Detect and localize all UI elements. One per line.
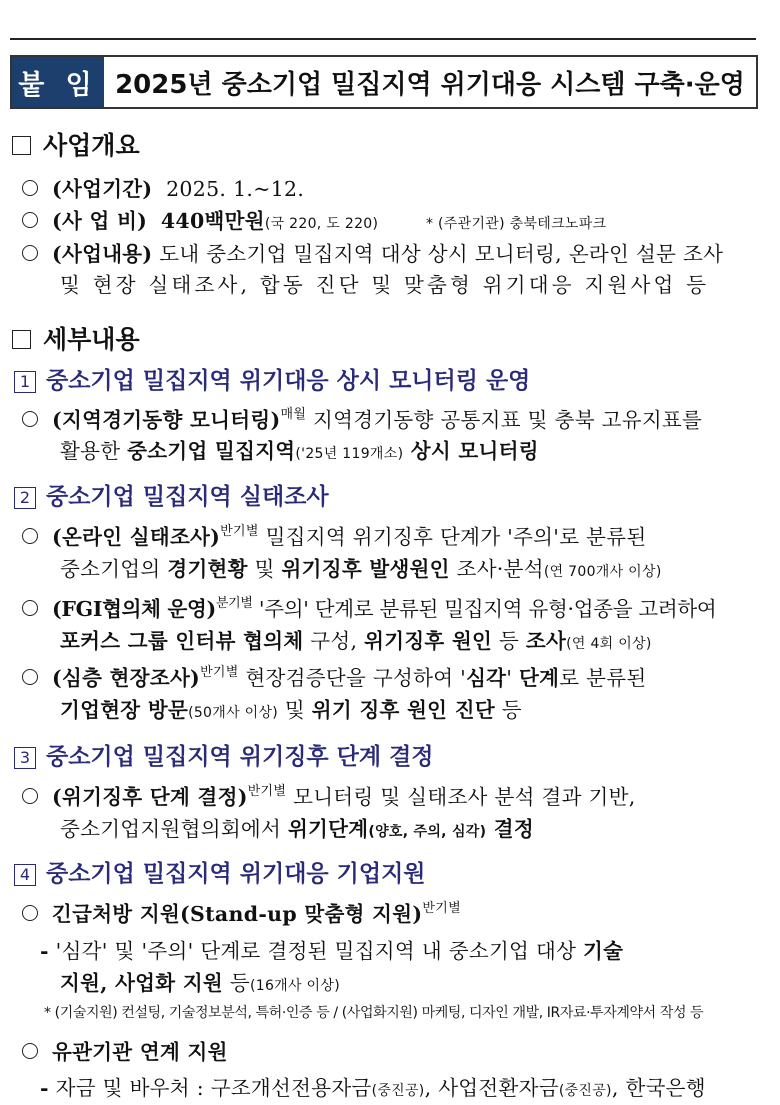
section-4-item-a-sub-line2: 지원, 사업화 지원 등(16개사 이상) — [60, 971, 340, 995]
overview-content-line2: 및 현장 실태조사, 합동 진단 및 맞춤형 위기대응 지원사업 등 — [60, 273, 710, 297]
section-2-item-b-line1: (FGI협의체 운영)$^{분기별}$ '주의' 단계로 분류된 밀집지역 유형·업종을 고려하여 — [22, 592, 716, 622]
bullet-circle-icon — [22, 1043, 38, 1059]
bullet-circle-icon — [22, 788, 38, 804]
details-heading: 세부내용 — [12, 320, 140, 356]
section-4-item-b: 유관기관 연계 지원 — [22, 1035, 228, 1065]
section-2-title: 2 중소기업 밀집지역 실태조사 — [14, 478, 329, 511]
section-number: 3 — [14, 747, 36, 769]
overview-period: (사업기간) 2025. 1.~12. — [22, 172, 304, 202]
bullet-circle-icon — [22, 600, 38, 616]
title-bar — [10, 55, 758, 109]
overview-budget: (사 업 비) 440백만원(국 220, 도 220) * (주관기관) 충북테크노파크 — [22, 204, 606, 234]
section-2-item-a-line2: 중소기업의 경기현황 및 위기징후 발생원인 조사·분석(연 700개사 이상) — [60, 557, 662, 581]
top-rule — [10, 38, 756, 40]
section-2-item-c-line1: (심층 현장조사)$^{반기별}$ 현장검증단을 구성하여 '심각' 단계로 분류된 — [22, 661, 647, 691]
section-4-title: 4 중소기업 밀집지역 위기대응 기업지원 — [14, 855, 426, 888]
checkbox-square-icon — [12, 330, 31, 349]
attachment-badge: 붙 임 — [12, 57, 104, 107]
section-3-item-line1: (위기징후 단계 결정)$^{반기별}$ 모니터링 및 실태조사 분석 결과 기반, — [22, 780, 636, 810]
checkbox-square-icon — [12, 136, 31, 155]
section-4-item-a: 긴급처방 지원(Stand-up 맞춤형 지원)$^{반기별}$ — [22, 897, 461, 927]
section-2-item-a-line1: (온라인 실태조사)$^{반기별}$ 밀집지역 위기징후 단계가 '주의'로 분류된 — [22, 520, 646, 550]
section-4-item-a-sub-line1: - '심각' 및 '주의' 단계로 결정된 밀집지역 내 중소기업 대상 기술 — [40, 939, 624, 963]
section-1-title: 1 중소기업 밀집지역 위기대응 상시 모니터링 운영 — [14, 362, 530, 395]
bullet-circle-icon — [22, 528, 38, 544]
section-number: 4 — [14, 864, 36, 886]
overview-heading: 사업개요 — [12, 126, 140, 162]
bullet-circle-icon — [22, 212, 38, 228]
section-3-item-line2: 중소기업지원협의회에서 위기단계(양호, 주의, 심각) 결정 — [60, 817, 534, 841]
section-number: 1 — [14, 371, 36, 393]
section-2-item-c-line2: 기업현장 방문(50개사 이상) 및 위기 징후 원인 진단 등 — [60, 698, 522, 722]
overview-content-line1: (사업내용) 도내 중소기업 밀집지역 대상 상시 모니터링, 온라인 설문 조사 — [22, 237, 723, 267]
document-title: 2025년 중소기업 밀집지역 위기대응 시스템 구축·운영 — [115, 69, 745, 100]
section-1-item-line1: (지역경기동향 모니터링)$^{매월}$ 지역경기동향 공통지표 및 충북 고유지표를 — [22, 403, 702, 433]
bullet-circle-icon — [22, 245, 38, 261]
section-4-item-b-sub: - 자금 및 바우처 : 구조개선전용자금(중진공), 사업전환자금(중진공), 한국은행 — [40, 1076, 706, 1100]
section-number: 2 — [14, 487, 36, 509]
bullet-circle-icon — [22, 411, 38, 427]
section-2-item-b-line2: 포커스 그룹 인터뷰 협의체 구성, 위기징후 원인 등 조사(연 4회 이상) — [60, 629, 652, 653]
section-3-title: 3 중소기업 밀집지역 위기징후 단계 결정 — [14, 738, 434, 771]
bullet-circle-icon — [22, 180, 38, 196]
section-4-note: * (기술지원) 컨설팅, 기술정보분석, 특허·인증 등 / (사업화지원) 마케팅, 디자인 개발, IR자료·투자계약서 작성 등 — [44, 1005, 704, 1021]
bullet-circle-icon — [22, 669, 38, 685]
section-1-item-line2: 활용한 중소기업 밀집지역('25년 119개소) 상시 모니터링 — [60, 439, 539, 463]
bullet-circle-icon — [22, 905, 38, 921]
